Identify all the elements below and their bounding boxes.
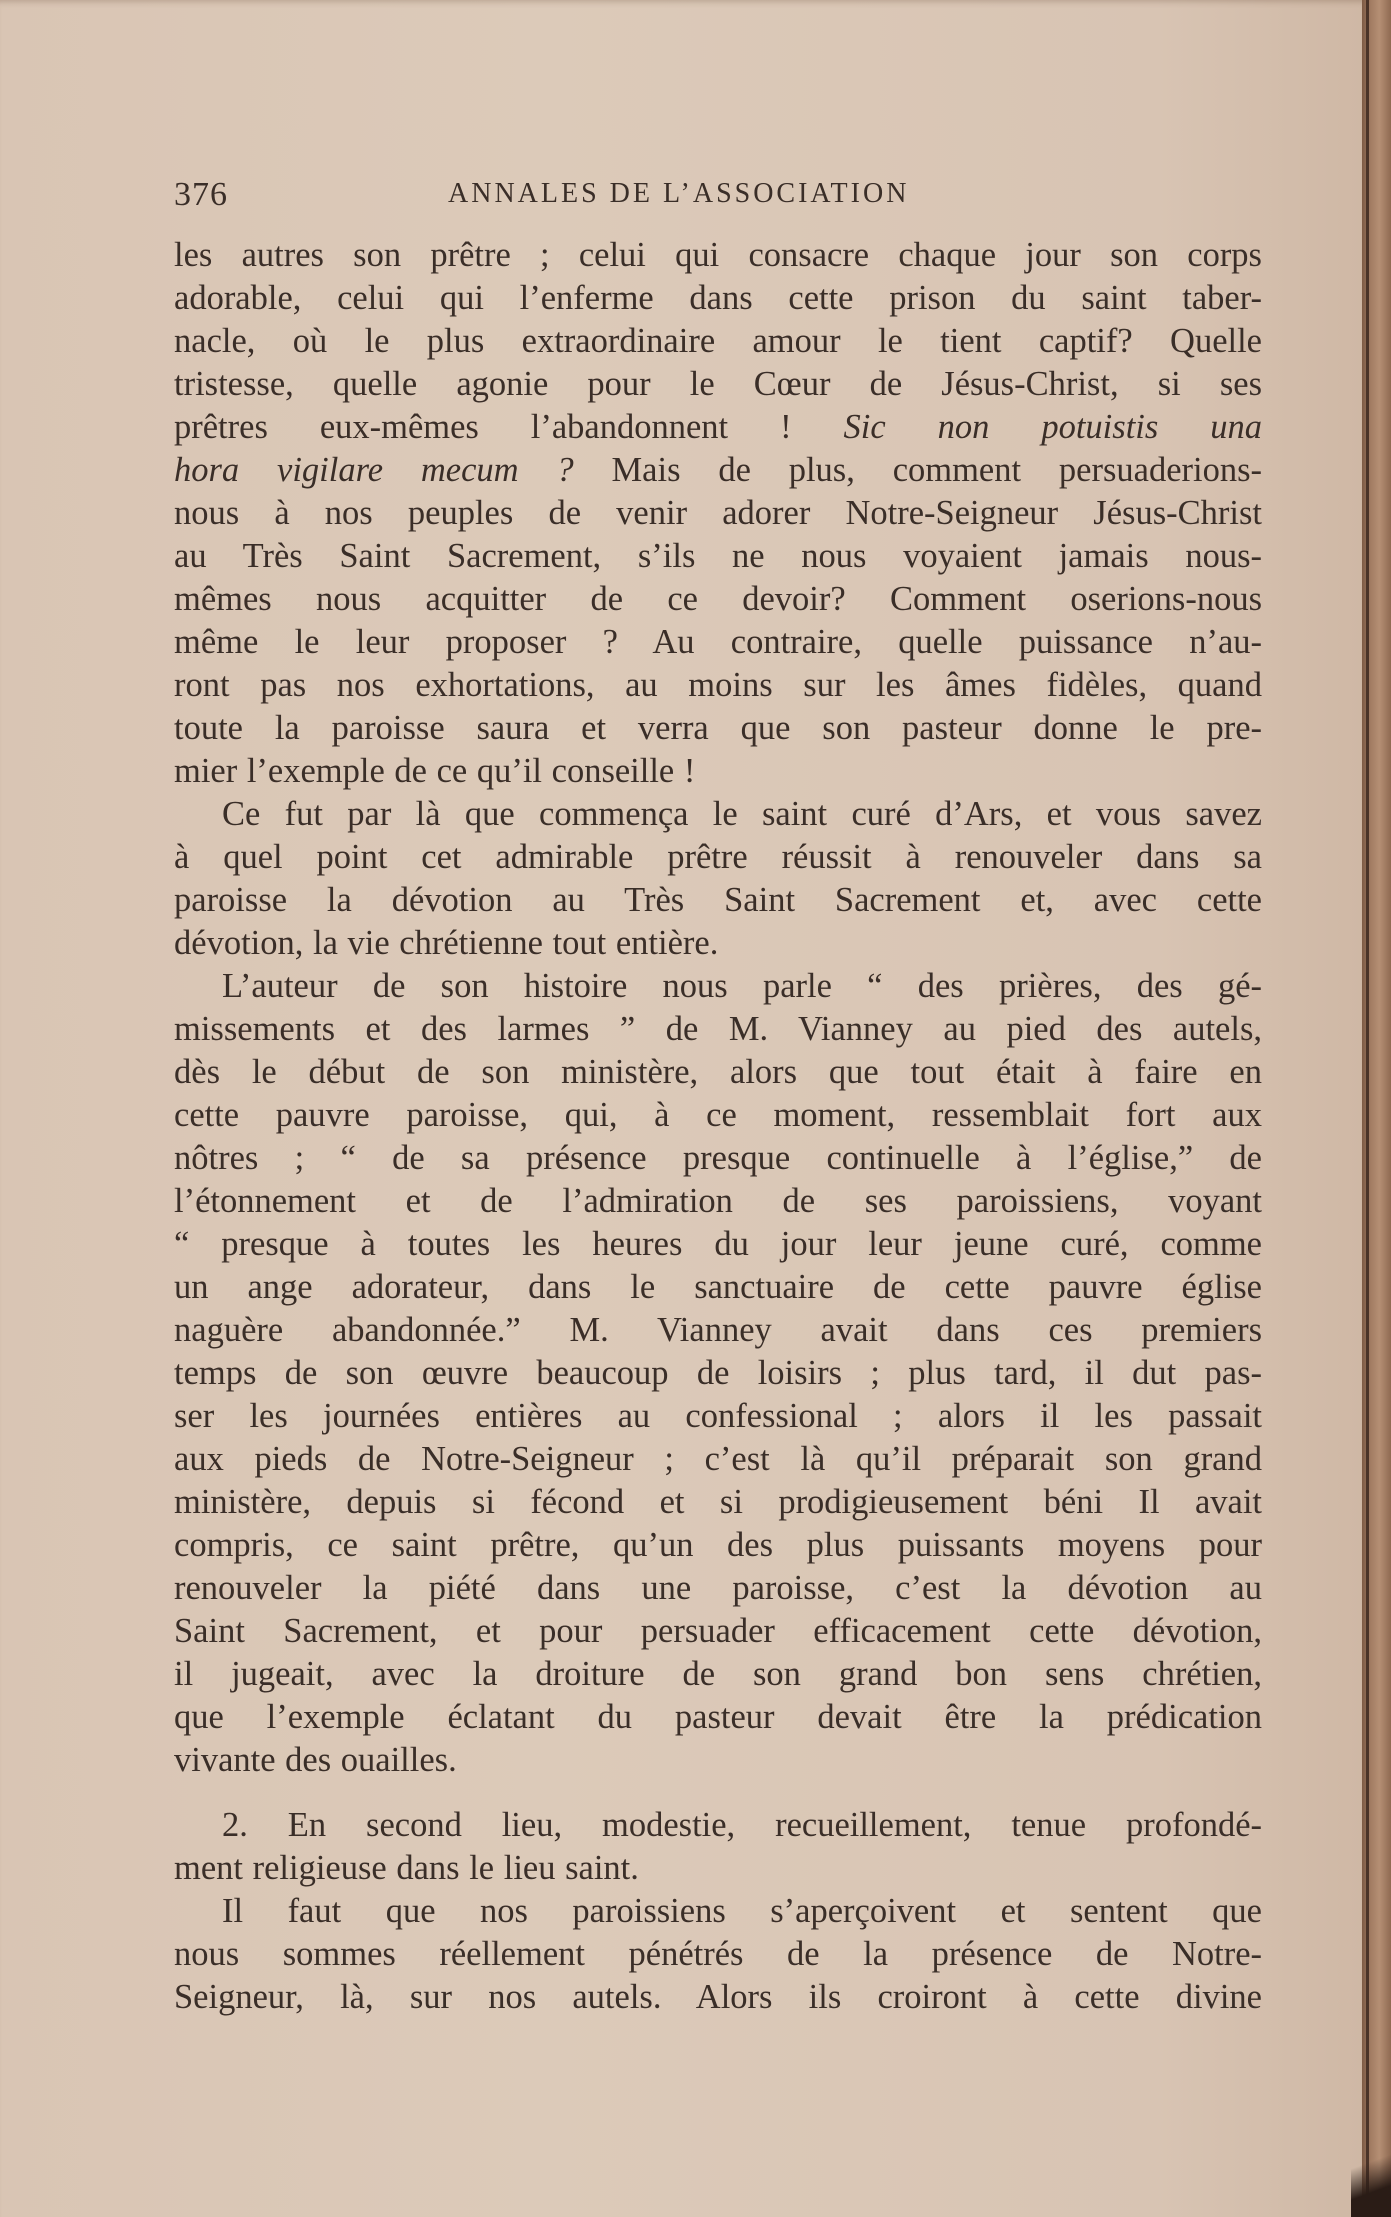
text-line: mêmes nous acquitter de ce devoir? Comment oserions-nous xyxy=(174,580,1262,618)
text-line: il jugeait, avec la droiture de son grand bon sens chrétien, xyxy=(174,1655,1262,1693)
text-line: nous sommes réellement pénétrés de la présence de Notre- xyxy=(174,1935,1262,1973)
text-line: vivante des ouailles. xyxy=(174,1741,457,1779)
text-line: 2. En second lieu, modestie, recueillement, tenue profondé- xyxy=(222,1806,1262,1844)
page-edge-line xyxy=(1366,0,1369,2217)
text-line: mier l’exemple de ce qu’il conseille ! xyxy=(174,752,696,790)
text-line: les autres son prêtre ; celui qui consacre chaque jour son corps xyxy=(174,236,1262,274)
text-line: adorable, celui qui l’enferme dans cette prison du saint taber- xyxy=(174,279,1262,317)
text-line: nôtres ; “ de sa présence presque continuelle à l’église,” de xyxy=(174,1139,1262,1177)
text-line: compris, ce saint prêtre, qu’un des plus puissants moyens pour xyxy=(174,1526,1262,1564)
text-line xyxy=(174,449,1262,492)
section-gap xyxy=(174,1782,1262,1804)
text-line: ront pas nos exhortations, au moins sur les âmes fidèles, quand xyxy=(174,666,1262,704)
text-line: à quel point cet admirable prêtre réussit à renouveler dans sa xyxy=(174,838,1262,876)
text-line: cette pauvre paroisse, qui, à ce moment, ressemblait fort aux xyxy=(174,1096,1262,1134)
text-line: Seigneur, là, sur nos autels. Alors ils croiront à cette divine xyxy=(174,1978,1262,2016)
text-line: Ce fut par là que commença le saint curé d’Ars, et vous savez xyxy=(222,795,1262,833)
text-line: l’étonnement et de l’admiration de ses paroissiens, voyant xyxy=(174,1182,1262,1220)
text-line: L’auteur de son histoire nous parle “ des prières, des gé- xyxy=(222,967,1262,1005)
text-line: nous à nos peuples de venir adorer Notre-Seigneur Jésus-Christ xyxy=(174,494,1262,532)
text-line: tristesse, quelle agonie pour le Cœur de Jésus-Christ, si ses xyxy=(174,365,1262,403)
page-corner-shadow xyxy=(1351,2127,1391,2217)
text-line: aux pieds de Notre-Seigneur ; c’est là qu’il préparait son grand xyxy=(174,1440,1262,1478)
text-line: paroisse la dévotion au Très Saint Sacrement et, avec cette xyxy=(174,881,1262,919)
text-line: toute la paroisse saura et verra que son pasteur donne le pre- xyxy=(174,709,1262,747)
text-line: un ange adorateur, dans le sanctuaire de cette pauvre église xyxy=(174,1268,1262,1306)
text-line: missements et des larmes ” de M. Vianney au pied des autels, xyxy=(174,1010,1262,1048)
text-line: “ presque à toutes les heures du jour leur jeune curé, comme xyxy=(174,1225,1262,1263)
text-line: nacle, où le plus extraordinaire amour le tient captif? Quelle xyxy=(174,322,1262,360)
text-line xyxy=(174,406,1262,449)
text-line: temps de son œuvre beaucoup de loisirs ; plus tard, il dut pas- xyxy=(174,1354,1262,1392)
latin-quotation: Sic non potuistis una xyxy=(843,408,1262,446)
body-text xyxy=(174,234,1262,2019)
running-head: ANNALES DE L’ASSOCIATION xyxy=(448,178,910,209)
page-header xyxy=(174,172,1264,222)
text-line: Saint Sacrement, et pour persuader efficacement cette dévotion, xyxy=(174,1612,1262,1650)
text-segment: prêtres eux-mêmes l’abandonnent ! xyxy=(174,408,792,446)
text-line: Il faut que nos paroissiens s’aperçoivent et sentent que xyxy=(222,1892,1262,1930)
text-line: que l’exemple éclatant du pasteur devait être la prédication xyxy=(174,1698,1262,1736)
latin-quotation: hora vigilare mecum ? xyxy=(174,451,574,489)
text-line: même le leur proposer ? Au contraire, quelle puissance n’au- xyxy=(174,623,1262,661)
text-line: naguère abandonnée.” M. Vianney avait dans ces premiers xyxy=(174,1311,1262,1349)
text-line: dévotion, la vie chrétienne tout entière. xyxy=(174,924,719,962)
page-number: 376 xyxy=(174,176,228,213)
text-line: au Très Saint Sacrement, s’ils ne nous voyaient jamais nous- xyxy=(174,537,1262,575)
text-line: ment religieuse dans le lieu saint. xyxy=(174,1849,639,1887)
text-line: ministère, depuis si fécond et si prodigieusement béni Il avait xyxy=(174,1483,1262,1521)
text-segment: Mais de plus, comment persuaderions- xyxy=(611,451,1262,489)
text-line: ser les journées entières au confessional ; alors il les passait xyxy=(174,1397,1262,1435)
text-line: dès le début de son ministère, alors que tout était à faire en xyxy=(174,1053,1262,1091)
text-line: renouveler la piété dans une paroisse, c’est la dévotion au xyxy=(174,1569,1262,1607)
